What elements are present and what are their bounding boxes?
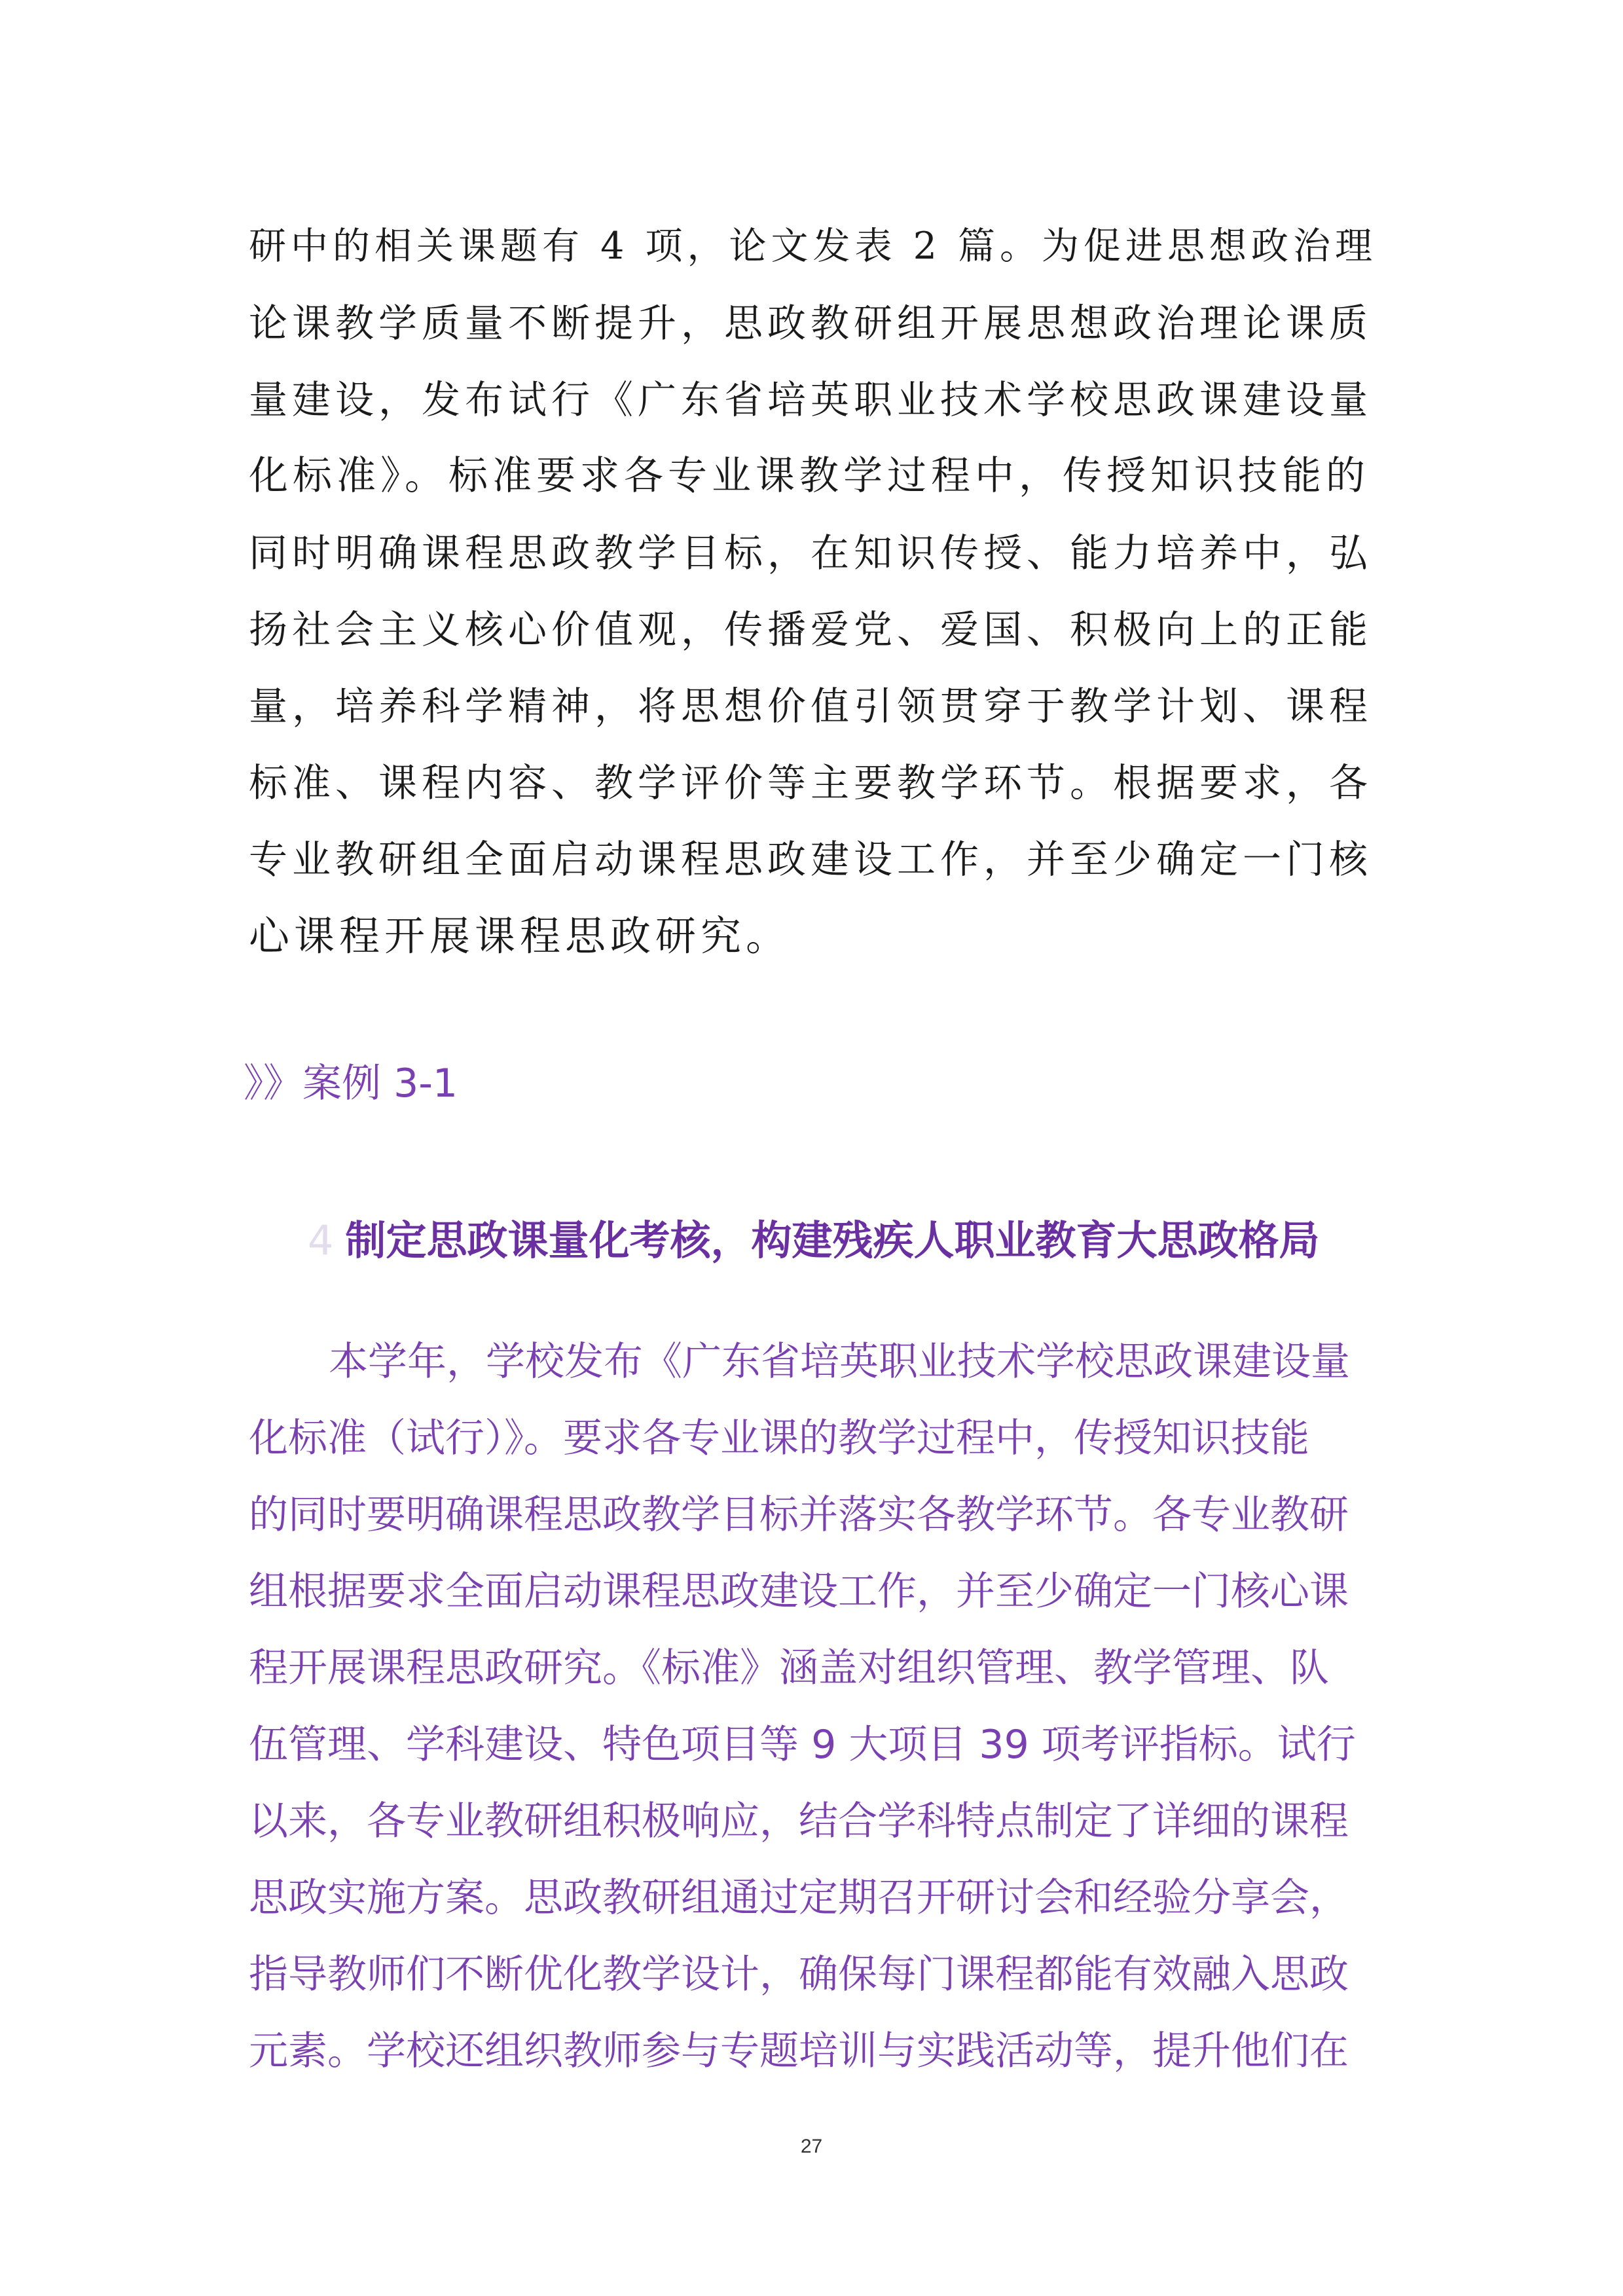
case-paragraph-line: 的同时要明确课程思政教学目标并落实各教学环节。各专业教研 — [249, 1492, 1349, 1538]
case-title-text: 制定思政课量化考核，构建残疾人职业教育大思政格局 — [345, 1216, 1320, 1264]
case-label: 》》案例 3-1 — [244, 1061, 458, 1106]
body-paragraph — [249, 208, 1381, 974]
case-paragraph-line: 伍管理、学科建设、特色项目等 9 大项目 39 项考评指标。试行 — [249, 1722, 1356, 1768]
case-paragraph-line: 本学年，学校发布《广东省培英职业技术学校思政课建设量 — [329, 1339, 1350, 1385]
paragraph-line: 研中的相关课题有 4 项，论文发表 2 篇。为促进思想政治理 — [249, 225, 1377, 268]
paragraph-line: 心课程开展课程思政研究。 — [249, 912, 792, 960]
paragraph-line: 论课教学质量不断提升，思政教研组开展思想政治理论课质 — [249, 301, 1373, 346]
page-number: 27 — [800, 2136, 823, 2157]
paragraph-line: 量建设，发布试行《广东省培英职业技术学校思政课建设量 — [249, 377, 1373, 422]
case-paragraph-line: 指导教师们不断优化教学设计，确保每门课程都能有效融入思政 — [249, 1952, 1349, 1997]
paragraph-line: 同时明确课程思政教学目标，在知识传授、能力培养中，弘 — [249, 530, 1373, 575]
case-paragraph-line: 思政实施方案。思政教研组通过定期召开研讨会和经验分享会， — [249, 1875, 1349, 1921]
case-paragraph-line: 元素。学校还组织教师参与专题培训与实践活动等，提升他们在 — [249, 2028, 1349, 2074]
case-paragraph — [249, 1324, 1381, 2090]
case-paragraph-line: 化标准（试行）》。要求各专业课的教学过程中，传授知识技能 — [249, 1415, 1309, 1461]
paragraph-line: 量，培养科学精神，将思想价值引领贯穿于教学计划、课程 — [249, 683, 1373, 729]
paragraph-line: 化标准》。标准要求各专业课教学过程中，传授知识技能的 — [249, 453, 1370, 499]
case-paragraph-line: 组根据要求全面启动课程思政建设工作，并至少确定一门核心课 — [249, 1569, 1349, 1614]
paragraph-line: 专业教研组全面启动课程思政建设工作，并至少确定一门核 — [249, 837, 1373, 882]
case-title — [308, 1211, 1319, 1270]
paragraph-line: 标准、课程内容、教学评价等主要教学环节。根据要求，各 — [249, 760, 1373, 805]
case-title-number: 4 — [308, 1216, 334, 1264]
case-paragraph-line: 以来，各专业教研组积极响应，结合学科特点制定了详细的课程 — [249, 1798, 1349, 1844]
paragraph-line: 扬社会主义核心价值观，传播爱党、爱国、积极向上的正能 — [249, 607, 1373, 652]
case-paragraph-line: 程开展课程思政研究。《标准》涵盖对组织管理、教学管理、队 — [249, 1645, 1329, 1691]
